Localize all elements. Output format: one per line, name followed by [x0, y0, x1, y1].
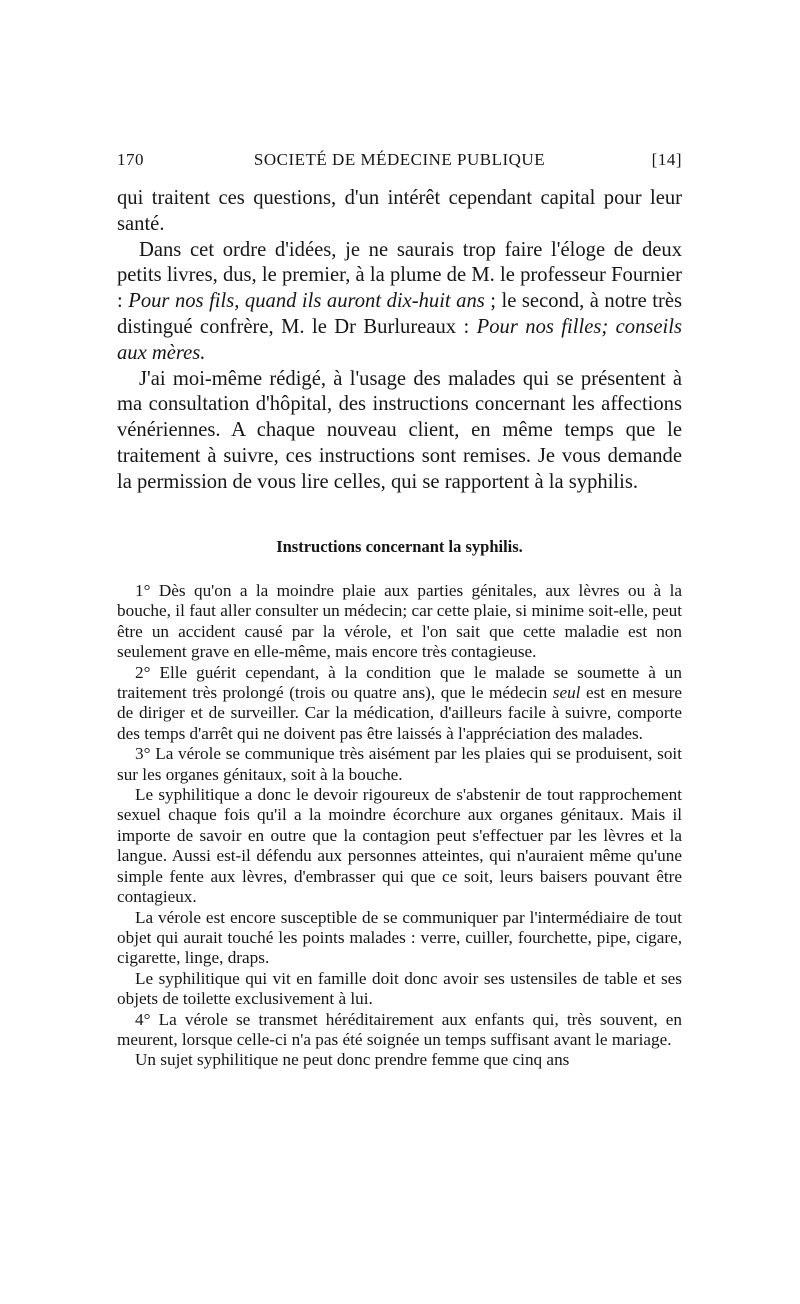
- paragraph-instructions-intro: J'ai moi-même rédigé, à l'usage des malades qui se présentent à ma consultation d'hôpital, des instructions concernant les affections vénériennes. A chaque nouveau client, en même temps que le traitement à suivre, ces instructions sont remises. Je vous demande la permission de vous lire celles, qui se rapportent à la syphilis.: [117, 367, 682, 493]
- instruction-3-paragraph: La vérole est encore susceptible de se communiquer par l'intermédiaire de tout objet qui aurait touché les points malades : verre, cuiller, fourchette, pipe, cigare, cigarette, linge, draps.: [117, 907, 682, 968]
- instruction-4-paragraph: Un sujet syphilitique ne peut donc prendre femme que cinq ans: [135, 1050, 570, 1070]
- book-title-filles: Pour nos filles; conseils aux mères.: [117, 315, 682, 364]
- instruction-3: 3° La vérole se communique très aisément par les plaies qui se produisent, soit sur les organes génitaux, soit à la bouche.: [117, 744, 682, 784]
- paragraph-books: [117, 238, 682, 367]
- section-number: [14]: [651, 150, 682, 169]
- paragraph-text: ; le second, à notre très distingué confrère, M. le Dr Burlureaux :: [117, 290, 683, 338]
- body-text: [117, 186, 682, 496]
- instruction-4: 4° La vérole se transmet héréditairement aux enfants qui, très souvent, en meurent, lorsque celle-ci n'a pas été soignée un temps suffisant avant le mariage.: [117, 1009, 682, 1049]
- emphasis-seul: seul: [552, 683, 581, 703]
- running-title: SOCIETÉ DE MÉDECINE PUBLIQUE: [253, 150, 546, 169]
- instruction-1: 1° Dès qu'on a la moindre plaie aux parties génitales, aux lèvres ou à la bouche, il faut aller consulter un médecin; car cette plaie, si minime soit-elle, peut être un accident causé par la vérole, et l'on sait que cette maladie est non seulement grave en elle-même, mais encore très contagieuse.: [117, 581, 682, 662]
- paragraph-text: Dans cet ordre d'idées, je ne saurais trop faire l'éloge de deux petits livres, dus, le premier, à la plume de M. le professeur Fournier :: [117, 238, 682, 313]
- section-heading: Instructions concernant la syphilis.: [276, 537, 523, 556]
- instruction-2: [117, 663, 682, 745]
- instructions-list: [117, 581, 682, 1071]
- paragraph-continuation: qui traitent ces questions, d'un intérêt cependant capital pour leur santé.: [117, 187, 682, 235]
- instruction-text: est en mesure de diriger et de surveiller. Car la médication, d'ailleurs facile à suivre, comporte des temps d'arrêt qui ne doivent pas être laissés à l'appréciation des malades.: [117, 683, 682, 743]
- instruction-3-paragraph: Le syphilitique a donc le devoir rigoureux de s'abstenir de tout rapprochement sexuel chaque fois qu'il a la moindre écorchure aux organes génitaux. Mais il importe de savoir en outre que la contagion peut s'effectuer par les lèvres et la langue. Aussi est-il défendu aux personnes atteintes, qui n'auraient même qu'une simple fente aux lèvres, d'embrasser qui que ce soit, leurs baisers pouvant être contagieux.: [117, 785, 682, 907]
- instruction-text: 2° Elle guérit cependant, à la condition que le malade se soumette à un traitement très prolongé (trois ou quatre ans), que le médecin: [117, 662, 682, 703]
- instruction-3-paragraph: Le syphilitique qui vit en famille doit donc avoir ses ustensiles de table et ses objets de toilette exclusivement à lui.: [117, 968, 682, 1009]
- book-title-fils: Pour nos fils, quand ils auront dix-huit ans: [128, 290, 485, 313]
- page-number: 170: [117, 150, 144, 169]
- running-header: [117, 150, 682, 174]
